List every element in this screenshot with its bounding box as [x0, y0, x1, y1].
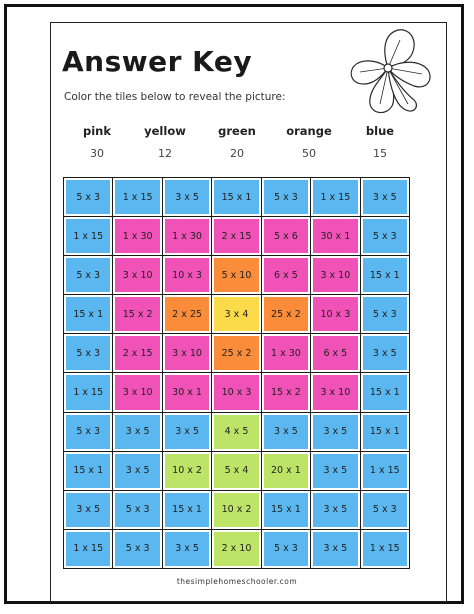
grid-cell	[64, 295, 112, 333]
grid-cell	[113, 373, 161, 411]
grid-cell	[64, 217, 112, 255]
grid-cell	[212, 178, 260, 216]
tile-blue: 1 x 15	[66, 532, 110, 566]
tile-blue: 3 x 5	[313, 532, 357, 566]
tile-blue: 1 x 15	[313, 180, 357, 214]
grid-cell	[361, 295, 409, 333]
legend-item	[62, 123, 132, 162]
grid-cell	[163, 217, 211, 255]
tile-blue: 5 x 3	[264, 532, 308, 566]
grid-cell	[262, 452, 310, 490]
grid-cell	[361, 530, 409, 568]
grid-cell	[262, 530, 310, 568]
grid-cell	[311, 413, 359, 451]
grid-cell	[163, 295, 211, 333]
tile-pink: 1 x 30	[115, 219, 159, 253]
tile-pink: 10 x 3	[214, 375, 258, 409]
tile-blue: 15 x 1	[363, 415, 407, 449]
grid-cell	[311, 256, 359, 294]
tile-green: 10 x 2	[214, 493, 258, 527]
grid-cell	[361, 413, 409, 451]
tile-green: 2 x 10	[214, 532, 258, 566]
tile-yellow: 3 x 4	[214, 297, 258, 331]
legend-tile-count: 20	[230, 147, 244, 160]
grid-cell	[64, 178, 112, 216]
tile-orange: 5 x 10	[214, 258, 258, 292]
grid-cell	[113, 256, 161, 294]
grid-cell	[262, 373, 310, 411]
grid-cell	[361, 256, 409, 294]
legend-item	[130, 123, 200, 162]
grid-cell	[361, 491, 409, 529]
tile-blue: 3 x 5	[115, 454, 159, 488]
tile-pink: 15 x 2	[115, 297, 159, 331]
grid-cell	[64, 256, 112, 294]
legend-color-name: orange	[286, 124, 332, 138]
grid-cell	[262, 256, 310, 294]
grid-cell	[64, 530, 112, 568]
tile-pink: 6 x 5	[264, 258, 308, 292]
grid-cell	[113, 295, 161, 333]
grid-cell	[262, 217, 310, 255]
tile-pink: 1 x 30	[264, 336, 308, 370]
grid-cell	[212, 334, 260, 372]
grid-cell	[311, 295, 359, 333]
tile-pink: 1 x 30	[165, 219, 209, 253]
tile-blue: 3 x 5	[264, 415, 308, 449]
flower-illustration-icon	[338, 20, 438, 120]
grid-cell	[163, 334, 211, 372]
grid-cell	[311, 452, 359, 490]
tile-pink: 3 x 10	[313, 258, 357, 292]
tile-pink: 3 x 10	[115, 258, 159, 292]
grid-cell	[113, 452, 161, 490]
grid-cell	[212, 256, 260, 294]
tile-pink: 5 x 6	[264, 219, 308, 253]
legend-tile-count: 15	[373, 147, 387, 160]
tile-pink: 10 x 3	[165, 258, 209, 292]
tile-blue: 3 x 5	[313, 493, 357, 527]
tile-blue: 3 x 5	[363, 336, 407, 370]
grid-cell	[163, 491, 211, 529]
grid-cell	[311, 178, 359, 216]
tile-pink: 3 x 10	[165, 336, 209, 370]
grid-cell	[64, 334, 112, 372]
grid-cell	[64, 413, 112, 451]
tile-green: 4 x 5	[214, 415, 258, 449]
grid-cell	[113, 334, 161, 372]
tile-blue: 3 x 5	[313, 454, 357, 488]
grid-cell	[163, 413, 211, 451]
grid-cell	[212, 452, 260, 490]
tile-blue: 3 x 5	[165, 415, 209, 449]
tile-blue: 15 x 1	[363, 375, 407, 409]
tile-blue: 5 x 3	[264, 180, 308, 214]
legend-color-name: blue	[365, 124, 395, 138]
grid-cell	[113, 178, 161, 216]
legend-item	[274, 123, 344, 162]
tile-blue: 5 x 3	[66, 415, 110, 449]
grid-cell	[311, 334, 359, 372]
tile-pink: 2 x 15	[115, 336, 159, 370]
tile-blue: 5 x 3	[363, 219, 407, 253]
legend-color-name: pink	[82, 124, 111, 138]
tile-blue: 5 x 3	[66, 180, 110, 214]
tile-pink: 3 x 10	[115, 375, 159, 409]
page-title: Answer Key	[62, 45, 253, 78]
tile-blue: 5 x 3	[363, 297, 407, 331]
grid-cell	[262, 178, 310, 216]
tile-blue: 3 x 5	[363, 180, 407, 214]
grid-cell	[163, 373, 211, 411]
grid-cell	[311, 491, 359, 529]
legend-tile-count: 50	[302, 147, 316, 160]
legend-color-name: green	[218, 124, 256, 138]
grid-cell	[64, 491, 112, 529]
grid-cell	[163, 530, 211, 568]
legend-color-name: yellow	[144, 124, 186, 138]
grid-cell	[262, 295, 310, 333]
tile-blue: 15 x 1	[66, 297, 110, 331]
grid-cell	[113, 491, 161, 529]
grid-cell	[311, 530, 359, 568]
tile-blue: 5 x 3	[115, 493, 159, 527]
tile-blue: 15 x 1	[264, 493, 308, 527]
legend-tile-count: 12	[158, 147, 172, 160]
tile-pink: 15 x 2	[264, 375, 308, 409]
tile-blue: 15 x 1	[165, 493, 209, 527]
grid-cell	[311, 373, 359, 411]
tile-blue: 1 x 15	[66, 375, 110, 409]
tile-pink: 30 x 1	[165, 375, 209, 409]
grid-cell	[212, 373, 260, 411]
tile-blue: 5 x 3	[66, 258, 110, 292]
legend-tile-count: 30	[90, 147, 104, 160]
tile-blue: 1 x 15	[363, 532, 407, 566]
tile-green: 5 x 4	[214, 454, 258, 488]
grid-cell	[212, 413, 260, 451]
tile-blue: 5 x 3	[115, 532, 159, 566]
grid-cell	[64, 373, 112, 411]
grid-cell	[361, 334, 409, 372]
tile-blue: 1 x 15	[66, 219, 110, 253]
tile-pink: 2 x 15	[214, 219, 258, 253]
tile-blue: 15 x 1	[214, 180, 258, 214]
tile-blue: 15 x 1	[363, 258, 407, 292]
tile-blue: 3 x 5	[165, 180, 209, 214]
legend-item	[345, 123, 415, 162]
tile-blue: 1 x 15	[363, 454, 407, 488]
tile-blue: 15 x 1	[66, 454, 110, 488]
grid-cell	[212, 530, 260, 568]
legend-item	[202, 123, 272, 162]
grid-cell	[262, 334, 310, 372]
grid-cell	[212, 491, 260, 529]
grid-cell	[361, 178, 409, 216]
tile-blue: 1 x 15	[115, 180, 159, 214]
grid-cell	[163, 256, 211, 294]
tile-orange: 2 x 25	[165, 297, 209, 331]
tile-orange: 25 x 2	[264, 297, 308, 331]
grid-cell	[361, 217, 409, 255]
tile-blue: 5 x 3	[66, 336, 110, 370]
tile-orange: 25 x 2	[214, 336, 258, 370]
grid-cell	[113, 217, 161, 255]
tile-blue: 3 x 5	[313, 415, 357, 449]
tile-green: 10 x 2	[165, 454, 209, 488]
grid-cell	[163, 452, 211, 490]
tile-pink: 6 x 5	[313, 336, 357, 370]
grid-cell	[113, 530, 161, 568]
grid-cell	[262, 413, 310, 451]
tile-blue: 5 x 3	[363, 493, 407, 527]
grid-cell	[113, 413, 161, 451]
tile-green: 20 x 1	[264, 454, 308, 488]
grid-cell	[64, 452, 112, 490]
grid-cell	[163, 178, 211, 216]
color-legend	[62, 123, 422, 167]
tile-blue: 3 x 5	[66, 493, 110, 527]
grid-cell	[311, 217, 359, 255]
grid-cell	[361, 452, 409, 490]
tile-pink: 10 x 3	[313, 297, 357, 331]
footer-website: thesimplehomeschooler.com	[176, 577, 298, 586]
tile-pink: 3 x 10	[313, 375, 357, 409]
tile-pink: 30 x 1	[313, 219, 357, 253]
grid-cell	[212, 217, 260, 255]
tile-blue: 3 x 5	[165, 532, 209, 566]
grid-cell	[361, 373, 409, 411]
grid-cell	[262, 491, 310, 529]
tile-blue: 3 x 5	[115, 415, 159, 449]
grid-cell	[212, 295, 260, 333]
mosaic-tile-grid	[63, 177, 410, 569]
instructions-text: Color the tiles below to reveal the picture:	[64, 91, 286, 103]
